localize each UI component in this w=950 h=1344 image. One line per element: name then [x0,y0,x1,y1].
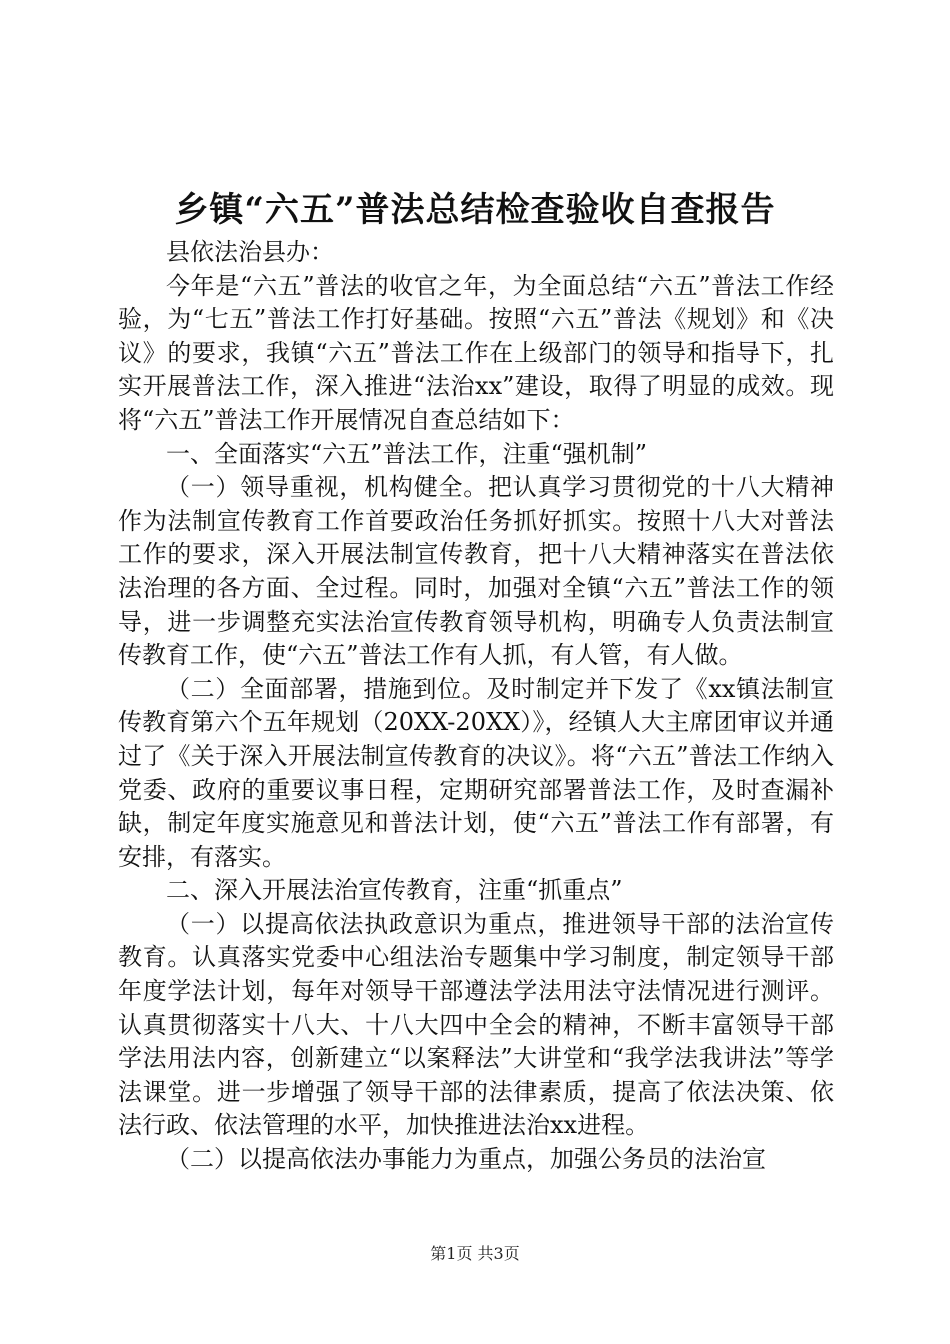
paragraph-2-2: （二）以提高依法办事能力为重点，加强公务员的法治宣 [166,1145,766,1174]
intro-paragraph: 今年是“六五”普法的收官之年，为全面总结“六五”普法工作经验，为“七五”普法工作打好基础。按照“六五”普法《规划》和《决议》的要求，我镇“六五”普法工作在上级部门的领导和指导下，扎实开展普法工作，深入推进“法治xx”建设，取得了明显的成效。现将“六五”普法工作开展情况自查总结如下： [118,271,834,434]
document-body [118,236,834,1177]
paragraph-1-2: （二）全面部署，措施到位。及时制定并下发了《xx镇法制宣传教育第六个五年规划（20XX-20XX）》，经镇人大主席团审议并通过了《关于深入开展法制宣传教育的决议》。将“六五”普法工作纳入党委、政府的重要议事日程，定期研究部署普法工作，及时查漏补缺，制定年度实施意见和普法计划，使“六五”普法工作有部署，有安排，有落实。 [118,674,834,871]
paragraph-2-1: （一）以提高依法执政意识为重点，推进领导干部的法治宣传教育。认真落实党委中心组法治专题集中学习制度，制定领导干部年度学法计划，每年对领导干部遵法学法用法守法情况进行测评。认真贯彻落实十八大、十八大四中全会的精神，不断丰富领导干部学法用法内容，创新建立“以案释法”大讲堂和“我学法我讲法”等学法课堂。进一步增强了领导干部的法律素质，提高了依法决策、依法行政、依法管理的水平，加快推进法治xx进程。 [118,909,834,1140]
section-heading-1: 一、全面落实“六五”普法工作，注重“强机制” [166,439,648,468]
document-title: 乡镇“六五”普法总结检查验收自查报告 [174,190,776,230]
paragraph-1-1: （一）领导重视，机构健全。把认真学习贯彻党的十八大精神作为法制宣传教育工作首要政治任务抓好抓实。按照十八大对普法工作的要求，深入开展法制宣传教育，把十八大精神落实在普法依法治理的各方面、全过程。同时，加强对全镇“六五”普法工作的领导，进一步调整充实法治宣传教育领导机构，明确专人负责法制宣传教育工作，使“六五”普法工作有人抓，有人管，有人做。 [118,473,834,670]
page-number-footer: 第1页 共3页 [430,1244,520,1263]
salutation: 县依法治县办： [166,238,334,266]
section-heading-2: 二、深入开展法治宣传教育，注重“抓重点” [166,876,623,905]
